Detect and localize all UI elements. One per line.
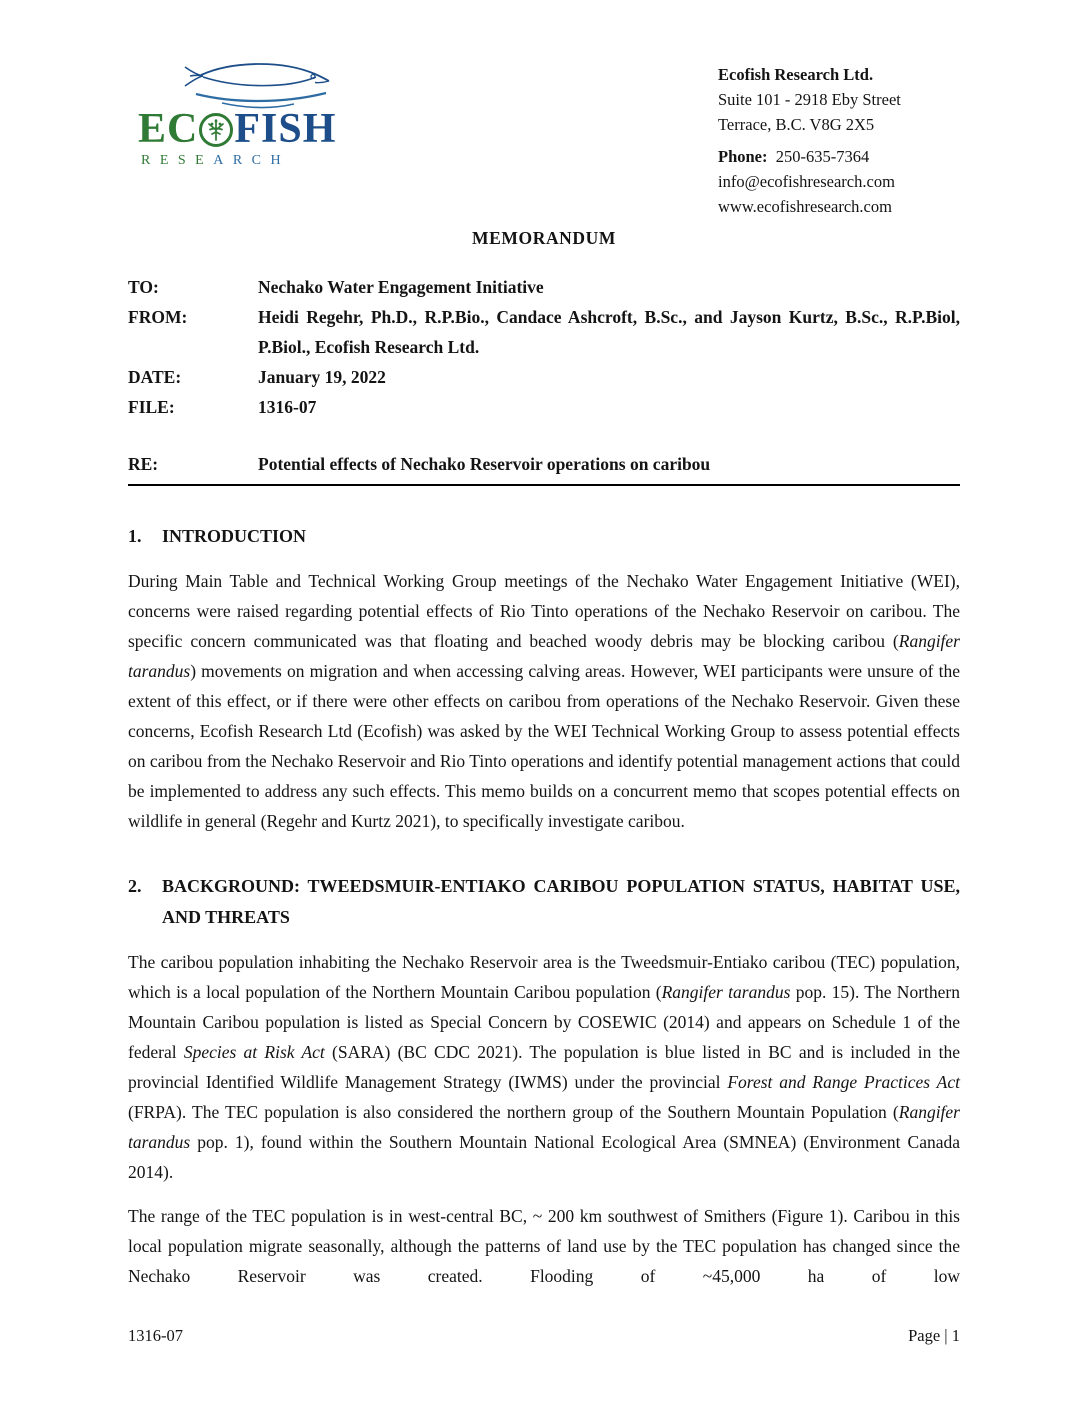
file-value: 1316-07 (258, 397, 317, 417)
section-2-paragraph-1: The caribou population inhabiting the Nechako Reservoir area is the Tweedsmuir-Entiako caribou (TEC) population, which is a local population of the Northern Mountain Caribou population (Rangifer tarandus pop. 15). The Northern Mountain Caribou population is listed as Special Concern by COSEWIC (2014) and appears on Schedule 1 of the federal Species at Risk Act (SARA) (BC CDC 2021). The population is blue listed in BC and is included in the provincial Identified Wildlife Management Strategy (IWMS) under the provincial Forest and Range Practices Act (FRPA). The TEC population is also considered the northern group of the Southern Mountain Population (Rangifer tarandus pop. 1), found within the Southern Mountain National Ecological Area (SMNEA) (Environment Canada 2014). (128, 952, 960, 1182)
section-2-paragraph-2: The range of the TEC population is in west-central BC, ~ 200 km southwest of Smithers (Figure 1). Caribou in this local population migrate seasonally, although the patterns of land use by the TEC population has changed since the Nechako Reservoir was created. Flooding of ~45,000 ha of low (128, 1206, 960, 1286)
date-row (128, 362, 960, 392)
logo-text-ec: EC (138, 106, 199, 152)
section-2-heading (128, 871, 960, 933)
to-row (128, 272, 960, 302)
re-row (128, 449, 960, 486)
section-1-number: 1. (128, 526, 142, 546)
to-label: TO: (128, 277, 159, 297)
re-value: Potential effects of Nechako Reservoir operations on caribou (258, 454, 711, 474)
section-2-number: 2. (128, 876, 142, 896)
from-value: Heidi Regehr, Ph.D., R.P.Bio., Candace Ashcroft, B.Sc., and Jayson Kurtz, B.Sc., R.P.Biol, P.Biol., Ecofish Research Ltd. (258, 307, 960, 357)
file-row (128, 392, 960, 422)
memo-title: MEMORANDUM (471, 228, 617, 248)
phone-number: 250-635-7364 (775, 147, 870, 166)
re-label: RE: (128, 454, 159, 474)
logo-text-fish: FISH (234, 106, 337, 152)
section-1-paragraph-1: During Main Table and Technical Working Group meetings of the Nechako Water Engagement Initiative (WEI), concerns were raised regarding potential effects of Rio Tinto operations of the Nechako Reservoir on caribou. The specific concern communicated was that floating and beached woody debris may be blocking caribou (Rangifer tarandus) movements on migration and when accessing calving areas. However, WEI participants were unsure of the extent of this effect, or if there were other effects on caribou from operations of the Nechako Reservoir. Given these concerns, Ecofish Research Ltd (Ecofish) was asked by the WEI Technical Working Group to assess potential effects on caribou from the Nechako Reservoir and Rio Tinto operations and identify potential management actions that could be implemented to address any such effects. This memo builds on a concurrent memo that scopes potential effects on wildlife in general (Regehr and Kurtz 2021), to specifically investigate caribou. (128, 571, 960, 831)
email-address: info@ecofishresearch.com (718, 172, 895, 191)
section-1-title: INTRODUCTION (162, 526, 307, 546)
company-name: Ecofish Research Ltd. (718, 65, 874, 84)
footer-page-number: Page | 1 (908, 1326, 960, 1345)
from-label: FROM: (128, 307, 188, 327)
phone-row (718, 144, 960, 169)
tree-icon (199, 113, 233, 147)
page-header (128, 56, 960, 219)
fish-icon (182, 60, 334, 112)
phone-label: Phone: (718, 147, 768, 166)
ecofish-logo (138, 60, 348, 169)
footer-file-number: 1316-07 (128, 1326, 183, 1345)
logo-research-text: RESEARCH (141, 153, 291, 168)
website-url: www.ecofishresearch.com (718, 197, 892, 216)
to-value: Nechako Water Engagement Initiative (258, 277, 544, 297)
date-label: DATE: (128, 367, 182, 387)
logo-wordmark (138, 108, 348, 150)
address-line-1: Suite 101 - 2918 Eby Street (718, 90, 901, 109)
memo-fields (128, 272, 960, 422)
section-2-title: BACKGROUND: TWEEDSMUIR-ENTIAKO CARIBOU POPULATION STATUS, HABITAT USE, AND THREATS (162, 876, 960, 927)
page-footer (128, 1326, 960, 1346)
from-row (128, 302, 960, 362)
file-label: FILE: (128, 397, 175, 417)
address-line-2: Terrace, B.C. V8G 2X5 (718, 115, 875, 134)
date-value: January 19, 2022 (258, 367, 386, 387)
section-1-heading (128, 521, 960, 552)
contact-block (718, 62, 960, 219)
